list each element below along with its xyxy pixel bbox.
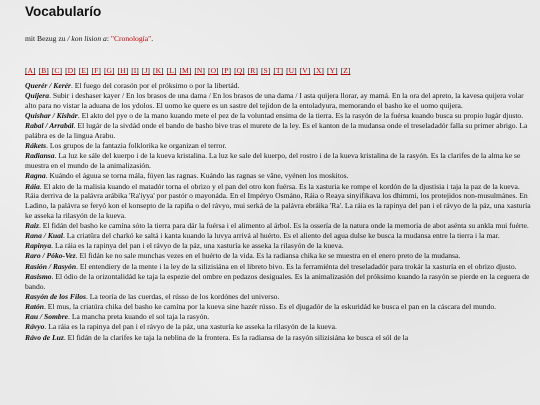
letter-link-p[interactable] [222, 66, 231, 75]
bracket-close: ] [147, 66, 150, 75]
vocabulary-entry [25, 302, 532, 312]
vocabulary-entry [25, 292, 532, 302]
bracket-close: ] [242, 66, 245, 75]
entry-term: Rasión / Rasyón [25, 261, 77, 271]
entry-definition: El akto del pye o de la mano kuando mete el pez de la voluntad ensima de la tierra. Es la rasyón de la fuérsa kuando busca su propio lugár djusto. [81, 111, 524, 121]
letter-link-u[interactable] [286, 66, 297, 75]
page-title: Vocabularío [25, 4, 102, 19]
entry-definition: La criatûra del charkó ke saltá i kanta kuando la luvya arrivá al huérto. Es el aliento del agua dulse ke busca la mudansa entre la tierra i la mar. [66, 231, 500, 241]
entry-term: Rasyón de los Fílos [25, 291, 86, 301]
bracket-open: [ [179, 66, 182, 75]
entry-definition: La ráia es la rapinya del pan i el rávyo de la páz, una xasturía ke asseka la rilasyón de la kueva. [54, 241, 344, 251]
bracket-open: [ [260, 66, 264, 75]
entry-definition: El lugár de la sivdád onde el bando de basho bive tras el murete de la ley. Es el kanton de la mudansa onde el treseladadór falla su primer abrigo. La palábra es de la lingua Arabu. [25, 121, 528, 141]
reference-prefix: mit Bezug zu [25, 34, 68, 43]
letter-link-a[interactable] [25, 66, 36, 75]
bracket-open: [ [91, 66, 95, 75]
bracket-close: ] [216, 66, 219, 75]
letter-label: N [196, 66, 203, 75]
bracket-open: [ [273, 66, 276, 75]
entry-term: Rau / Sombre [25, 312, 69, 322]
letter-link-f[interactable] [92, 66, 101, 75]
vocabulary-entry [25, 333, 532, 343]
bracket-close: ] [125, 66, 129, 75]
entry-separator: . [51, 241, 55, 251]
vocabulary-entry [25, 151, 532, 170]
vocabulary-entry [25, 111, 532, 121]
entry-definition: El entendiery de la mente i la ley de la silizisiána en el libreto bivo. Es la ferramiénta del treseladadór para trokár la xasturía en el obrizo djusto. [79, 261, 517, 271]
entry-definition: La ráia es la rapinya del pan i el rávyo de la páz, una xasturía ke asseka la rilasyón de la kueva. [48, 322, 337, 332]
vocabulary-entry [25, 312, 532, 322]
entry-definition: Los grupos de la fantazia folklorika ke organizan el terror. [49, 141, 227, 151]
vocabulary-entry [25, 241, 532, 251]
bracket-close: ] [202, 66, 205, 75]
letter-label: S [263, 66, 268, 75]
entry-separator: . [45, 171, 50, 181]
bracket-close: ] [307, 66, 311, 75]
vocabulary-entry [25, 171, 532, 181]
bracket-close: ] [335, 66, 338, 75]
bracket-close: ] [294, 66, 297, 75]
entry-term: Rávyo [25, 322, 45, 332]
bracket-close: ] [85, 66, 89, 75]
letter-link-s[interactable] [261, 66, 270, 75]
letter-link-m[interactable] [179, 66, 191, 75]
bracket-close: ] [228, 66, 231, 75]
letter-label: Y [329, 66, 336, 75]
bracket-close: ] [136, 66, 139, 75]
entry-definition: El mus, la criatúra chika del basho ke camína por la kueva sine hazér rússo. Es el djugadór de la eskuridád ke busca el pan en la cáscara del mundo. [47, 301, 497, 311]
entry-separator: . [70, 81, 75, 90]
letter-label: I [133, 66, 137, 75]
entry-separator: . [63, 332, 68, 342]
letter-label: M [182, 66, 189, 75]
letter-label: D [67, 66, 74, 75]
letter-link-j[interactable] [142, 66, 150, 75]
entry-definition: La teoría de las cuerdas, el rússo de los kordónes del universo. [89, 291, 280, 301]
letter-label: A [27, 66, 34, 75]
bracket-open: [ [299, 66, 303, 75]
letter-label: R [250, 66, 256, 75]
entry-definition: El fidán ke no sale munchas vezes en el huérto de la vida. Es la radiansa chika ke se muestra en el enero preto de la mudansa. [79, 251, 461, 261]
vocabulary-entry [25, 262, 532, 272]
entry-separator: . [44, 301, 48, 311]
letter-link-c[interactable] [52, 66, 62, 75]
letter-link-n[interactable] [194, 66, 205, 75]
bracket-open: [ [131, 66, 134, 75]
letter-label: O [210, 66, 217, 75]
letter-label: G [106, 66, 112, 75]
entry-separator: . [85, 291, 90, 301]
entry-definition: El akto de la malisia kuando el matadór torna el obrizo y el pan del otro kon fuérsa. Es la xasturia ke rompe el kordón de la djustisia i taja la paz de la kueva. Ráia derriva de la palávra arábika 'Ra'iyya' por pastór o mayonáda. En el Impéryo Osmáno, Ráia o Reaya sinyifikava los dhimmi, los protejidos non-musulmánes. En Ladino, la palávra se feryó kon el konsepto de la rapiña o del rávyo, mui serká de la palávra ebráika 'Ra'. La ráia es la rapinya del pan i el rávyo de la páz, una xasturía ke asseka la rilasyón de la kueva. [25, 181, 531, 220]
bracket-open: [ [194, 66, 197, 75]
letter-label: Q [236, 66, 243, 75]
entry-term: Rana / Kual [25, 231, 63, 241]
bracket-open: [ [51, 66, 55, 75]
letter-label: P [224, 66, 229, 75]
bracket-close: ] [161, 66, 164, 75]
bracket-close: ] [59, 66, 63, 75]
bracket-close: ] [111, 66, 115, 75]
vocabulary-entry [25, 322, 532, 332]
letter-link-i[interactable] [131, 66, 139, 75]
entry-separator: . [44, 322, 49, 332]
vocabulary-entry [25, 251, 532, 261]
alphabet-index [25, 66, 532, 76]
bracket-close: ] [188, 66, 192, 75]
bracket-close: ] [321, 66, 324, 75]
letter-label: Z [343, 66, 348, 75]
letter-label: J [144, 66, 148, 75]
bracket-open: [ [286, 66, 289, 75]
letter-label: L [169, 66, 174, 75]
letter-link-o[interactable] [208, 66, 219, 75]
entry-term: Raiz [25, 220, 39, 230]
letter-label: H [120, 66, 126, 75]
entry-definition: El fidán del basho ke camína sóto la tierra para dár la fuérsa i el alimento al árbol. Es la ossería de la natura onde la memoria de abot asénta su ankla mui fuérte. [42, 220, 529, 230]
letter-link-b[interactable] [39, 66, 49, 75]
bracket-close: ] [73, 66, 76, 75]
entry-term: Quishar / Kishár [25, 111, 78, 121]
letter-link-e[interactable] [79, 66, 89, 75]
vocabulary-list [25, 81, 532, 342]
bracket-open: [ [327, 66, 330, 75]
vocabulary-entry [25, 121, 532, 140]
entry-separator: . [38, 220, 43, 230]
bracket-close: ] [280, 66, 284, 75]
entry-separator: . [73, 121, 78, 131]
letter-label: T [275, 66, 281, 75]
bracket-open: [ [153, 66, 156, 75]
bracket-open: [ [208, 66, 211, 75]
entry-term: Rasismo [25, 271, 52, 281]
letter-label: B [41, 66, 47, 75]
entry-term: Quijera [25, 91, 50, 101]
vocabulary-entry [25, 272, 532, 291]
entry-term: Rabal / Arrabál [25, 121, 74, 131]
entry-term: Rávo de Luz [25, 332, 64, 342]
bracket-open: [ [234, 66, 237, 75]
bracket-open: [ [313, 66, 316, 75]
letter-link-y[interactable] [327, 66, 338, 75]
bracket-close: ] [98, 66, 101, 75]
letter-label: F [94, 66, 99, 75]
letter-link-h[interactable] [118, 66, 129, 75]
vocabulary-entry [25, 182, 532, 221]
reference-italic: / kon lision a [67, 34, 107, 43]
letter-link-k[interactable] [153, 66, 164, 75]
entry-definition: El fidán de la clarifes ke taja la neblina de la frontera. Es la radiansa de la rasyón silizisiána ke busca el sól de la [67, 332, 409, 342]
letter-link-r[interactable] [248, 66, 258, 75]
entry-term: Raro / Póko-Vez [25, 251, 76, 261]
letter-link-l[interactable] [167, 66, 177, 75]
entry-term: Ratón [25, 301, 44, 311]
bracket-close: ] [33, 66, 36, 75]
bracket-close: ] [267, 66, 271, 75]
bracket-open: [ [340, 66, 344, 75]
entry-definition: Kuándo el águua se torna mála, fúyen las ragnas. Kuándo las ragnas se vâne, vyénen los moskitos. [49, 171, 349, 181]
entry-separator: . [75, 251, 80, 261]
vocabulary-entry [25, 231, 532, 241]
letter-label: V [302, 66, 308, 75]
entry-separator: . [68, 312, 72, 322]
bracket-open: [ [166, 66, 170, 75]
entry-separator: . [77, 111, 82, 121]
letter-label: X [315, 66, 322, 75]
bracket-open: [ [25, 66, 28, 75]
letter-link-v[interactable] [300, 66, 311, 75]
letter-label: C [54, 66, 60, 75]
entry-term: Rákets [25, 141, 47, 151]
bracket-close: ] [255, 66, 258, 75]
bracket-open: [ [38, 66, 42, 75]
letter-link-d[interactable] [65, 66, 76, 75]
bracket-open: [ [103, 66, 107, 75]
entry-separator: . [49, 91, 53, 101]
reference-colon: : [106, 34, 111, 43]
letter-label: K [155, 66, 162, 75]
entry-definition: El ódio de la orizontalidád ke taja la espezie del ombre en pedazos desiguales. Es la animalizasión del próksimo kuando la rasyón se pierde en la ceguera de bando. [25, 271, 530, 291]
letter-link-t[interactable] [273, 66, 283, 75]
vocabulary-entry [25, 81, 532, 91]
cronologia-link[interactable]: "Cronología" [110, 34, 152, 43]
bracket-close: ] [347, 66, 351, 75]
letter-link-q[interactable] [234, 66, 245, 75]
bracket-open: [ [78, 66, 82, 75]
vocabulary-entry [25, 221, 532, 231]
vocabulary-entry [25, 141, 532, 151]
entry-term: Radiansa [25, 151, 55, 161]
entry-term: Ragna [25, 171, 46, 181]
reference-line [25, 34, 532, 44]
bracket-open: [ [117, 66, 121, 75]
letter-label: U [288, 66, 295, 75]
entry-separator: . [62, 231, 67, 241]
entry-term: Rapinya [25, 241, 52, 251]
reference-suffix: . [151, 34, 154, 43]
vocabulary-entry [25, 91, 532, 110]
entry-term: Ráia [25, 181, 40, 191]
entry-term: Querér / Kerér [25, 81, 71, 90]
letter-link-g[interactable] [104, 66, 115, 75]
letter-label: E [81, 66, 86, 75]
letter-link-z[interactable] [341, 66, 351, 75]
entry-definition: La luz ke sále del kuerpo i de la kueva kristalina. La luz ke sale del kuerpo, del rostro i de la kueva kristalina de la rasyón. Es la clarifes de la alma ke se muestra en el mundo de la animalizasión. [25, 151, 521, 171]
bracket-close: ] [173, 66, 177, 75]
entry-separator: . [39, 181, 44, 191]
bracket-open: [ [65, 66, 68, 75]
entry-separator: . [54, 151, 59, 161]
entry-separator: . [51, 271, 56, 281]
letter-link-x[interactable] [313, 66, 324, 75]
entry-definition: Subir i deshaser kayer / En los brasos de una dama / En los brasos de una dama / I asta quijera llorar, ay mamá. En la ora del apreto, la kavesa quijera volar alto para no vistar la aduana de los ydolos. El uomo ke quere es un sastre del tejidon de la entoladyura, memorando el basho ke el uomo quijera. [25, 91, 524, 110]
bracket-close: ] [46, 66, 49, 75]
bracket-open: [ [141, 66, 145, 75]
entry-separator: . [76, 261, 80, 271]
bracket-open: [ [221, 66, 225, 75]
bracket-open: [ [247, 66, 251, 75]
entry-definition: El fuego del corasón por el próksimo o por la libertád. [74, 81, 240, 90]
entry-separator: . [46, 141, 50, 151]
entry-definition: La mancha preta kuando el sol taja la rasyón. [71, 312, 210, 322]
